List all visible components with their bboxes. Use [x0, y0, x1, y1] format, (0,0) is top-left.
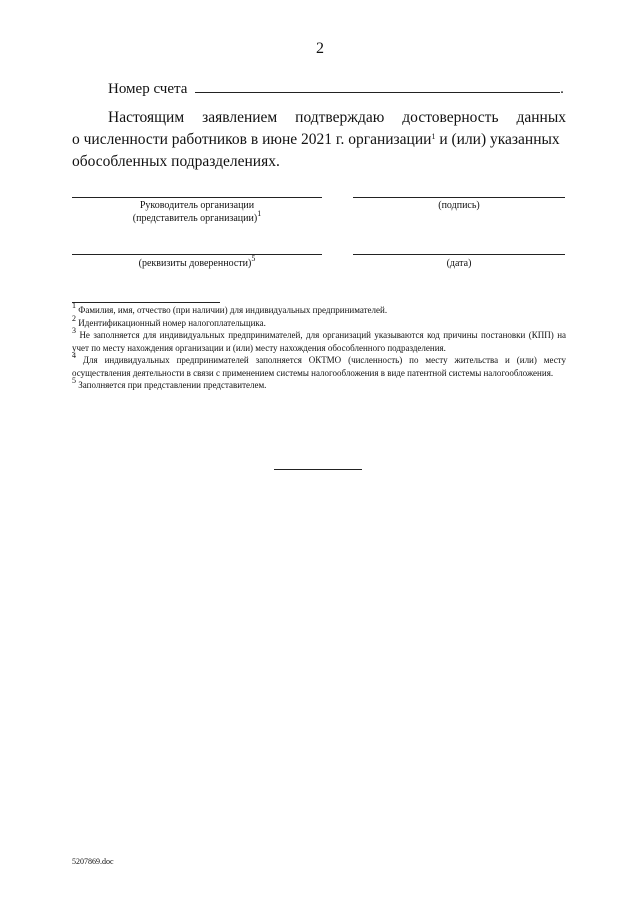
signature-caption: (подпись) [438, 200, 480, 211]
footnote-item: $^3$ Не заполняется для индивидуальных предпринимателей, для организаций указываются код причины постановки (КПП) на учет по месту нахождения организации и (или) месту нахождения обособленного подразделения. [72, 326, 567, 353]
footnote-item: $^2$ Идентификационный номер налогоплательщика. [72, 313, 266, 328]
footnotes [72, 301, 567, 392]
footnote-item: $^5$ Заполняется при представлении представителем. [72, 376, 267, 390]
document-filename: 5207869.doc [72, 857, 114, 866]
date-line[interactable] [353, 254, 565, 255]
signature-line[interactable] [353, 197, 565, 198]
account-end-mark: . [560, 81, 564, 97]
head-caption: Руководитель организации (представитель организации)$^1$ [132, 200, 262, 224]
declaration-line-2: о численности работников в июне 2021 г. организации$^1$ и (или) указанных [72, 131, 560, 148]
declaration-line-3: обособленных подразделениях. [72, 153, 280, 170]
footnote-item: $^4$ Для индивидуальных предпринимателей заполняется ОКТМО (численность) по месту жительства и (или) месту осуществления деятельности в связи с применением системы налогообложения в виде патентной системы налогообложения. [72, 351, 566, 378]
end-of-document-line [274, 469, 362, 470]
power-of-attorney-line[interactable] [72, 254, 322, 255]
account-number-row [108, 78, 564, 98]
declaration-text [72, 107, 566, 173]
declaration-line-1: Настоящим заявлением подтверждаю достоверность данных [108, 109, 566, 126]
account-number-label: Номер счета [108, 81, 188, 97]
date-caption: (дата) [446, 258, 472, 269]
account-number-field[interactable] [195, 78, 560, 93]
footnote-separator [72, 302, 220, 303]
page-number: 2 [316, 40, 324, 57]
head-name-line[interactable] [72, 197, 322, 198]
footnote-ref: 1 [431, 132, 436, 141]
footnote-item: $^1$ Фамилия, имя, отчество (при наличии) для индивидуальных предпринимателей. [72, 301, 388, 315]
power-of-attorney-caption: (реквизиты доверенности)$^5$ [138, 254, 256, 269]
